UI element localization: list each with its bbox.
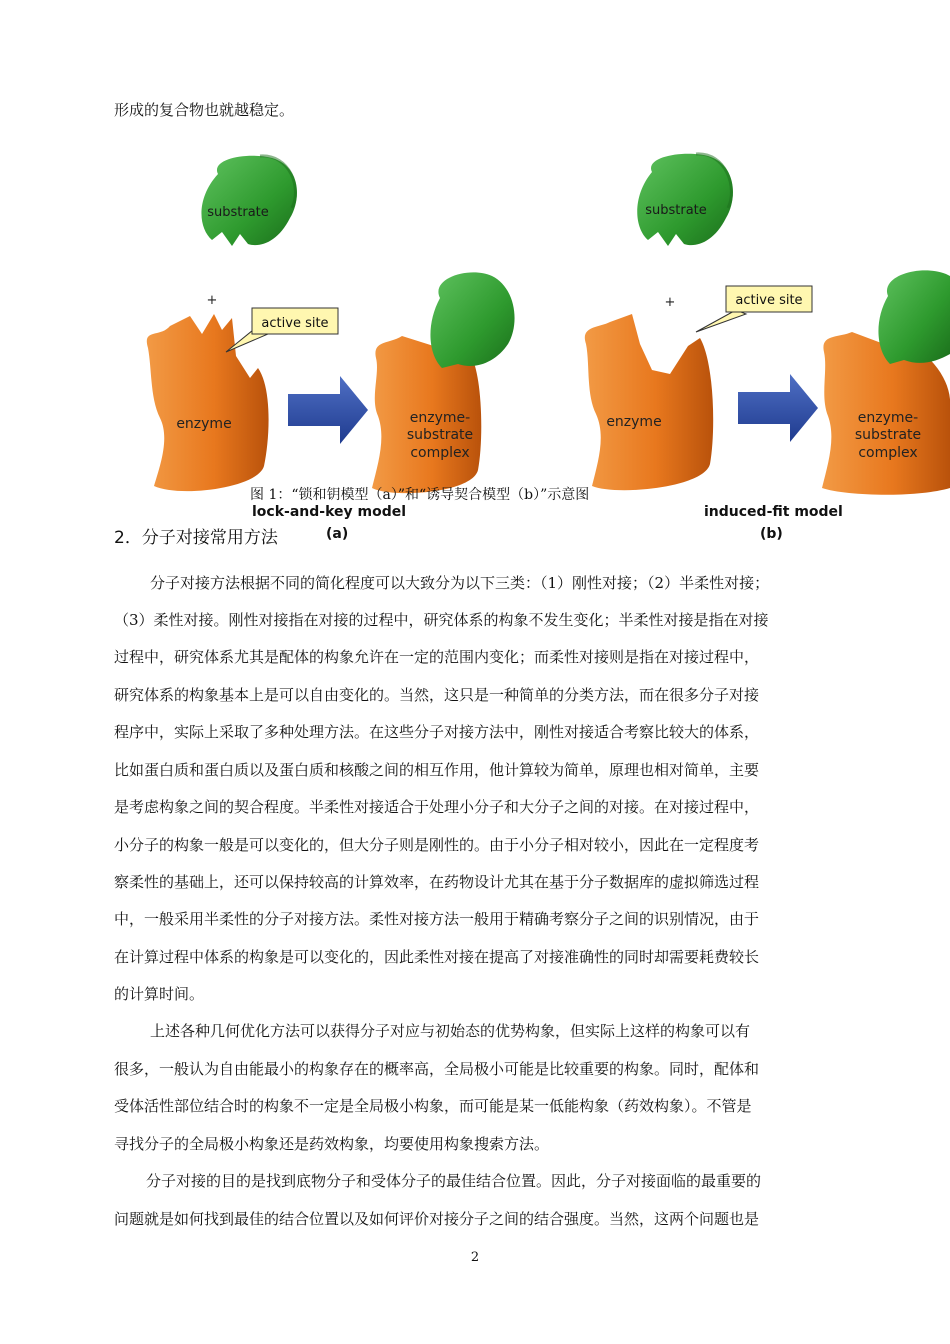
paragraph-line: 小分子的构象一般是可以变化的，但大分子则是刚性的。由于小分子相对较小，因此在一定程度考 [114,836,760,854]
active-site-label-b: active site [735,293,803,308]
intro-line: 形成的复合物也就越稳定。 [114,101,295,119]
panel-label-a: (a) [326,526,349,542]
paragraph-line: 过程中，研究体系尤其是配体的构象允许在一定的范围内变化；而柔性对接则是指在对接过程中， [114,648,760,666]
paragraph-line: 寻找分子的全局极小构象还是药效构象，均要使用构象搜索方法。 [114,1135,550,1153]
paragraph-line: 在计算过程中体系的构象是可以变化的，因此柔性对接在提高了对接准确性的同时却需要耗费较长 [114,948,760,966]
substrate-label-b: substrate [645,203,707,218]
paragraph-line: 上述各种几何优化方法可以获得分子对应与初始态的优势构象，但实际上这样的构象可以有 [150,1022,751,1040]
complex-label-a-line3: complex [410,445,470,461]
panel-label-b: (b) [760,526,783,542]
paragraph-line: 问题就是如何找到最佳的结合位置以及如何评价对接分子之间的结合强度。当然，这两个问题也是 [114,1210,760,1228]
paragraph-line: 受体活性部位结合时的构象不一定是全局极小构象，而可能是某一低能构象（药效构象）。不管是 [114,1097,752,1115]
page-number: 2 [470,1250,480,1265]
substrate-shape-b [637,154,733,246]
paragraph-line: 是考虑构象之间的契合程度。半柔性对接适合于处理小分子和大分子之间的对接。在对接过程中， [114,798,760,816]
paragraph-line: 比如蛋白质和蛋白质以及蛋白质和核酸之间的相互作用，他计算较为简单，原理也相对简单，主要 [114,761,760,779]
complex-label-b-line1: enzyme- [857,410,919,426]
substrate-label-a: substrate [207,205,269,220]
paragraph-line: 中，一般采用半柔性的分子对接方法。柔性对接方法一般用于精确考察分子之间的识别情况，由于 [114,910,760,928]
enzyme-label-b: enzyme [606,414,662,430]
enzyme-label-a: enzyme [176,416,232,432]
complex-shape-b [822,270,950,494]
model-title-b: induced-fit model [704,504,843,520]
paragraph-line: 分子对接方法根据不同的简化程度可以大致分为以下三类：（1）刚性对接；（2）半柔性对接； [150,574,770,592]
paragraph-line: 研究体系的构象基本上是可以自由变化的。当然，这只是一种简单的分类方法，而在很多分子对接 [114,686,760,704]
figure-caption: 图 1：“锁和钥模型（a）”和“诱导契合模型（b）”示意图 [250,487,590,503]
reaction-arrow-a [288,376,368,444]
paragraph-line: 察柔性的基础上，还可以保持较高的计算效率，在药物设计尤其在基于分子数据库的虚拟筛选过程 [114,873,760,891]
complex-label-a-line2: substrate [406,427,474,443]
enzyme-shape-b [585,314,713,490]
plus-sign-a: + [206,293,218,308]
paragraph-line: 的计算时间。 [114,985,205,1003]
paragraph-line: 分子对接的目的是找到底物分子和受体分子的最佳结合位置。因此，分子对接面临的最重要的 [146,1172,762,1190]
paragraph-line: （3）柔性对接。刚性对接指在对接的过程中，研究体系的构象不发生变化；半柔性对接是指在对接 [114,611,769,629]
plus-sign-b: + [664,295,676,310]
section-heading: 2．分子对接常用方法 [114,528,278,548]
complex-label-a-line1: enzyme- [409,410,471,426]
reaction-arrow-b [738,374,818,442]
model-title-a: lock-and-key model [252,504,407,520]
paragraph-line: 很多，一般认为自由能最小的构象存在的概率高，全局极小可能是比较重要的构象。同时，配体和 [114,1060,760,1078]
complex-label-b-line3: complex [858,445,918,461]
active-site-label-a: active site [261,316,329,331]
complex-label-b-line2: substrate [854,427,922,443]
paragraph-line: 程序中，实际上采取了多种处理方法。在这些分子对接方法中，刚性对接适合考察比较大的体系， [114,723,760,741]
substrate-shape-a [201,156,297,246]
